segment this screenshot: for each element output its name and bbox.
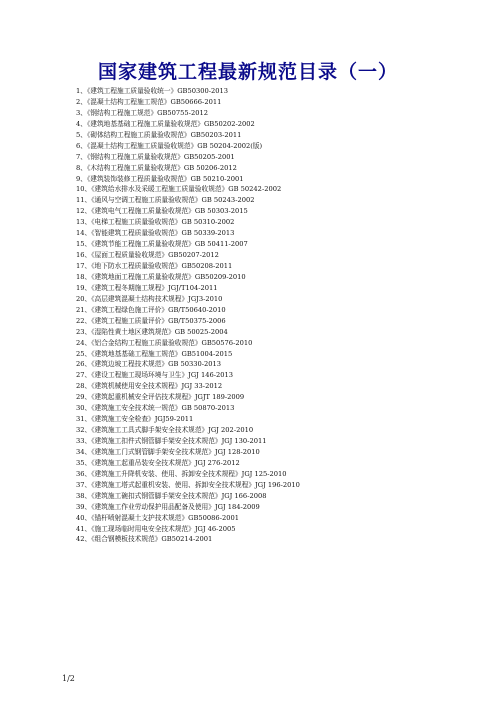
list-item: 6、《混凝土结构工程施工质量验收规范》GB 50204-2002(版) [76, 141, 263, 150]
list-item: 35、《建筑施工起重吊装安全技术规范》JGJ 276-2012 [76, 458, 240, 467]
document-title: 国家建筑工程最新规范目录（一） [97, 61, 398, 83]
list-item: 37、《建筑施工塔式起重机安装、使用、拆卸安全技术规程》JGJ 196-2010 [76, 480, 300, 489]
list-item: 40、《锚杆喷射混凝土支护技术规范》GB50086-2001 [76, 513, 239, 522]
spec-list [76, 86, 486, 545]
list-item: 8、《木结构工程施工质量验收规范》GB 50206-2012 [76, 163, 237, 172]
list-item: 14、《智能建筑工程质量验收规范》GB 50339-2013 [76, 229, 235, 238]
list-item: 39、《建筑施工作业劳动保护用品配备及使用》JGJ 184-2009 [76, 502, 260, 511]
list-item: 29、《建筑起重机械安全评估技术规程》JGJT 189-2009 [76, 393, 245, 402]
list-item: 31、《建筑施工安全检查》JGJ59-2011 [76, 415, 194, 424]
list-item: 38、《建筑施工碗扣式钢管脚手架安全技术规范》JGJ 166-2008 [76, 491, 267, 500]
list-item: 21、《建筑工程绿色施工评价》GB/T50640-2010 [76, 305, 226, 314]
list-item: 3、《钢结构工程施工规范》GB50755-2012 [76, 108, 208, 117]
list-item: 7、《钢结构工程施工质量验收规范》GB50205-2001 [76, 152, 235, 161]
list-item: 5、《砌体结构工程施工质量验收规范》GB50203-2011 [76, 130, 242, 139]
list-item: 27、《建设工程施工现场环境与卫生》JGJ 146-2013 [76, 371, 234, 380]
list-item: 11、《通风与空调工程施工质量验收规范》GB 50243-2002 [76, 196, 255, 205]
list-item: 2、《混凝土结构工程施工规范》GB50666-2011 [76, 97, 222, 106]
list-item: 10、《建筑给水排水及采暖工程施工质量验收规范》GB 50242-2002 [76, 185, 282, 194]
list-item: 17、《地下防水工程质量验收规范》GB50208-2011 [76, 262, 233, 270]
list-item: 18、《建筑地面工程施工质量验收规范》GB50209-2010 [76, 272, 246, 281]
list-item: 15、《建筑节能工程施工质量验收规范》GB 50411-2007 [76, 240, 248, 249]
list-item: 36、《建筑施工升降机安装、使用、拆卸安全技术规程》JGJ 125-2010 [76, 469, 287, 478]
list-item: 34、《建筑施工门式钢管脚手架安全技术规范》JGJ 128-2010 [76, 447, 260, 456]
list-item: 9、《建筑装饰装修工程质量验收规范》GB 50210-2001 [76, 174, 244, 183]
list-item: 26、《建筑边坡工程技术规范》GB 50330-2013 [76, 360, 222, 369]
list-item: 42、《组合钢模板技术规范》GB50214-2001 [76, 535, 213, 544]
list-item: 23、《湿陷性黄土地区建筑规范》GB 50025-2004 [76, 327, 228, 336]
list-item: 20、《高层建筑混凝土结构技术规程》JGJ3-2010 [76, 294, 223, 303]
list-item: 24、《铝合金结构工程施工质量验收规范》GB50576-2010 [76, 338, 253, 347]
list-item: 28、《建筑机械使用安全技术规程》JGJ 33-2012 [76, 382, 223, 391]
list-item: 19、《建筑工程冬期施工规程》JGJ/T104-2011 [76, 283, 218, 292]
list-item: 16、《屋面工程质量验收规范》GB50207-2012 [76, 251, 219, 260]
list-item: 12、《建筑电气工程施工质量验收规范》GB 50303-2015 [76, 207, 248, 216]
page-number: 1/2 [62, 674, 75, 683]
list-item: 22、《建筑工程施工质量评价》GB/T50375-2006 [76, 316, 226, 325]
list-item: 25、《建筑地基基础工程施工规范》GB51004-2015 [76, 349, 233, 358]
list-item: 1、《建筑工程施工质量验收统一》GB50300-2013 [76, 87, 229, 95]
list-item: 30、《建筑施工安全技术统一规范》GB 50870-2013 [76, 404, 235, 413]
list-item: 32、《建筑施工工具式脚手架安全技术规范》JGJ 202-2010 [76, 426, 254, 435]
list-item: 41、《施工现场临时用电安全技术规范》JGJ 46-2005 [76, 524, 236, 533]
list-item: 33、《建筑施工扣件式钢管脚手架安全技术规范》JGJ 130-2011 [76, 437, 267, 445]
list-item: 4、《建筑地基基础工程施工质量验收规范》GB50202-2002 [76, 119, 255, 128]
list-item: 13、《电梯工程施工质量验收规范》GB 50310-2002 [76, 218, 235, 227]
